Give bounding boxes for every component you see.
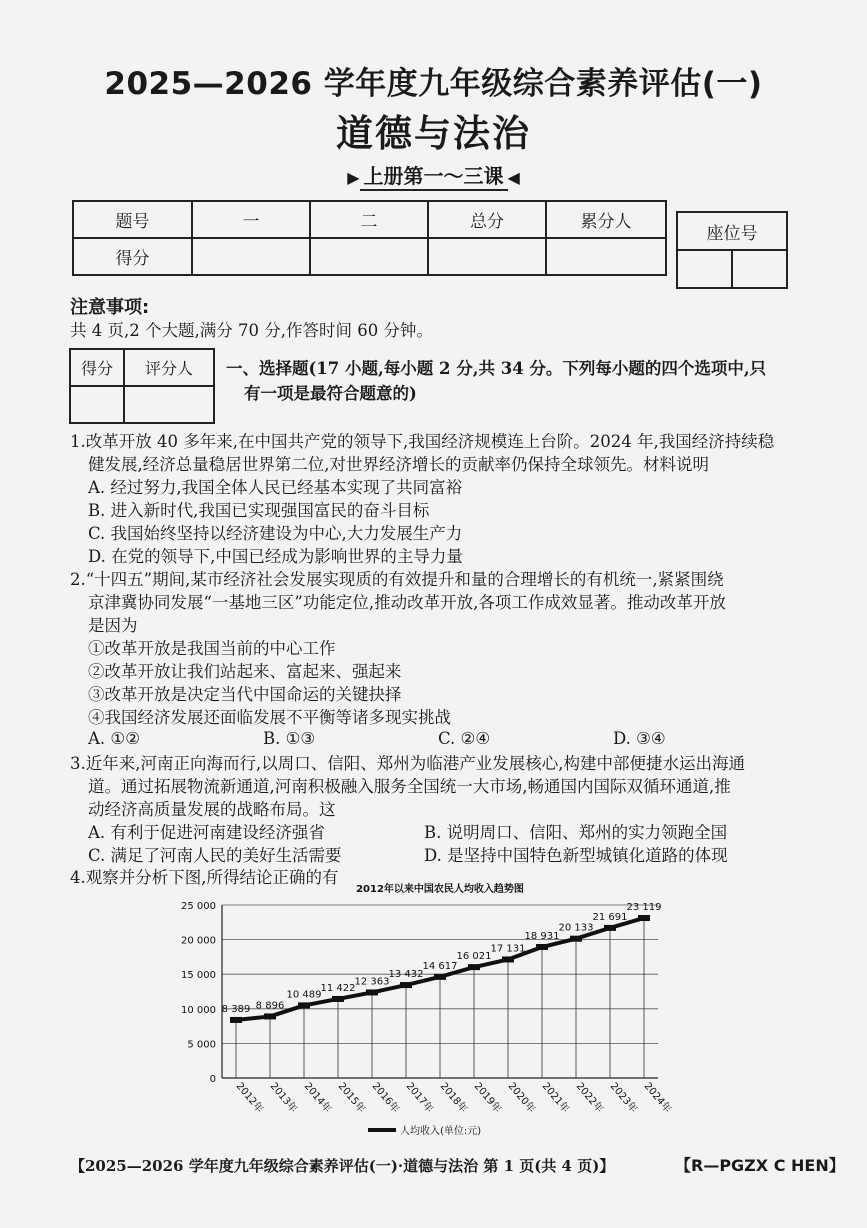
data-label: 12 363 [354, 976, 390, 988]
option[interactable]: C. 满足了河南人民的美好生活需要 [88, 846, 342, 865]
data-point [264, 1013, 276, 1019]
y-tick-label: 10 000 [181, 1004, 216, 1016]
data-label: 8 389 [221, 1003, 251, 1015]
x-tick-label: 2018年 [437, 1080, 469, 1116]
data-label: 23 119 [626, 902, 662, 914]
score-cell[interactable] [310, 238, 428, 275]
x-tick-label: 2020年 [505, 1080, 537, 1116]
question-3 [70, 752, 800, 821]
triangle-left-icon: ◀ [507, 168, 520, 187]
exam-title: 2025—2026 学年度九年级综合素养评估(一) [104, 66, 763, 102]
data-point [570, 936, 582, 942]
data-label: 17 131 [490, 943, 526, 955]
question-stem-line: 京津冀协同发展“一基地三区”功能定位,推动改革开放,各项工作成效显著。推动改革开放 [88, 593, 726, 612]
question-2-options [88, 729, 788, 748]
data-label: 14 617 [422, 960, 458, 972]
data-point [502, 956, 514, 962]
data-label: 21 691 [592, 911, 628, 923]
grader-box-label: 得分 [70, 349, 124, 386]
triangle-right-icon: ▶ [347, 168, 360, 187]
data-point [604, 925, 616, 931]
score-table-col: 一 [192, 201, 310, 238]
question-1-options [88, 476, 463, 568]
data-point [230, 1017, 242, 1023]
data-point [434, 974, 446, 980]
statement: ①改革开放是我国当前的中心工作 [88, 639, 336, 658]
score-cell[interactable] [428, 238, 546, 275]
statement: ④我国经济发展还面临发展不平衡等诸多现实挑战 [88, 708, 451, 727]
option[interactable]: B. ①③ [263, 729, 316, 748]
x-tick-label: 2024年 [641, 1080, 673, 1116]
footer-code: 【R—PGZX C HEN】 [675, 1156, 845, 1175]
score-table-row-label: 得分 [73, 238, 192, 275]
x-tick-label: 2019年 [471, 1080, 503, 1116]
y-tick-label: 5 000 [187, 1039, 216, 1051]
data-point [468, 964, 480, 970]
data-point [298, 1002, 310, 1008]
score-cell[interactable] [546, 238, 666, 275]
option[interactable]: A. ①② [88, 729, 140, 748]
data-point [332, 996, 344, 1002]
seat-label: 座位号 [677, 212, 787, 250]
data-label: 13 432 [388, 969, 424, 981]
score-table-row-label: 题号 [73, 201, 192, 238]
option[interactable]: C. 我国始终坚持以经济建设为中心,大力发展生产力 [88, 524, 463, 543]
seat-number-box [676, 211, 788, 289]
data-point [400, 982, 412, 988]
data-label: 8 896 [255, 1000, 285, 1012]
y-tick-label: 20 000 [181, 935, 216, 947]
data-label: 11 422 [320, 982, 356, 994]
data-point [536, 944, 548, 950]
x-tick-label: 2013年 [267, 1080, 299, 1116]
question-stem-line: 1.改革开放 40 多年来,在中国共产党的领导下,我国经济规模连上台阶。2024 年,我国经济持续稳 [70, 432, 775, 451]
data-point [638, 915, 650, 921]
grader-cell[interactable] [70, 386, 124, 423]
notice-text: 共 4 页,2 个大题,满分 70 分,作答时间 60 分钟。 [70, 321, 433, 340]
score-table-col: 总分 [428, 201, 546, 238]
question-3-options [88, 821, 788, 867]
question-stem-line: 2.“十四五”期间,某市经济社会发展实现质的有效提升和量的合理增长的有机统一,紧紧围绕 [70, 570, 724, 589]
scope-line [0, 160, 867, 191]
notice-heading: 注意事项: [70, 297, 150, 318]
x-tick-label: 2012年 [233, 1080, 265, 1116]
grader-box [69, 348, 215, 424]
data-point [366, 989, 378, 995]
x-tick-label: 2015年 [335, 1080, 367, 1116]
question-1 [70, 430, 800, 476]
x-tick-label: 2017年 [403, 1080, 435, 1116]
scope-text: 上册第一～三课 [360, 160, 508, 191]
option[interactable]: C. ②④ [438, 729, 491, 748]
y-tick-label: 0 [209, 1074, 216, 1085]
score-table [72, 200, 667, 276]
data-label: 20 133 [558, 922, 594, 934]
option[interactable]: B. 进入新时代,我国已实现强国富民的奋斗目标 [88, 501, 430, 520]
option[interactable]: A. 经过努力,我国全体人民已经基本实现了共同富裕 [88, 478, 463, 497]
x-tick-label: 2022年 [573, 1080, 605, 1116]
y-tick-label: 15 000 [181, 970, 216, 982]
score-table-col: 累分人 [546, 201, 666, 238]
statement: ③改革开放是决定当代中国命运的关键抉择 [88, 685, 402, 704]
question-2-statements [88, 637, 451, 729]
data-label: 16 021 [456, 951, 492, 963]
question-stem-line: 是因为 [88, 616, 138, 635]
seat-cell[interactable] [732, 250, 787, 288]
footer-info: 【2025—2026 学年度九年级综合素养评估(一)·道德与法治 第 1 页(共 4 页)】 [70, 1157, 615, 1175]
question-2 [70, 568, 800, 637]
chart-title: 2012年以来中国农民人均收入趋势图 [356, 884, 524, 895]
option[interactable]: D. 是坚持中国特色新型城镇化道路的体现 [424, 846, 728, 865]
option[interactable]: A. 有利于促进河南建设经济强省 [88, 823, 325, 842]
subject-title: 道德与法治 [336, 111, 531, 155]
option[interactable]: D. 在党的领导下,中国已经成为影响世界的主导力量 [88, 547, 463, 566]
grader-box-label: 评分人 [124, 349, 214, 386]
question-stem-line: 动经济高质量发展的战略布局。这 [88, 800, 336, 819]
section-heading-line: 有一项是最符合题意的) [244, 384, 417, 403]
data-label: 10 489 [286, 989, 322, 1001]
seat-cell[interactable] [677, 250, 732, 288]
option[interactable]: B. 说明周口、信阳、郑州的实力领跑全国 [424, 823, 728, 842]
data-label: 18 931 [524, 930, 560, 942]
x-tick-label: 2016年 [369, 1080, 401, 1116]
section-heading [226, 356, 801, 406]
x-tick-label: 2023年 [607, 1080, 639, 1116]
question-stem-line: 3.近年来,河南正向海而行,以周口、信阳、郑州为临港产业发展核心,构建中部便捷水运出海通 [70, 754, 745, 773]
x-tick-label: 2014年 [301, 1080, 333, 1116]
question-stem-line: 4.观察并分析下图,所得结论正确的有 [70, 868, 339, 887]
legend-label: 人均收入(单位:元) [400, 1126, 482, 1137]
score-cell[interactable] [192, 238, 310, 275]
section-heading-line: 一、选择题(17 小题,每小题 2 分,共 34 分。下列每小题的四个选项中,只 [226, 359, 767, 378]
question-stem-line: 道。通过拓展物流新通道,河南积极融入服务全国统一大市场,畅通国内国际双循环通道,推 [88, 777, 731, 796]
statement: ②改革开放让我们站起来、富起来、强起来 [88, 662, 402, 681]
y-tick-label: 25 000 [181, 901, 216, 912]
option[interactable]: D. ③④ [613, 729, 666, 748]
income-chart-svg [160, 880, 720, 1140]
score-table-col: 二 [310, 201, 428, 238]
income-chart [160, 880, 720, 1140]
grader-cell[interactable] [124, 386, 214, 423]
x-tick-label: 2021年 [539, 1080, 571, 1116]
question-stem-line: 健发展,经济总量稳居世界第二位,对世界经济增长的贡献率仍保持全球领先。材料说明 [88, 455, 709, 474]
